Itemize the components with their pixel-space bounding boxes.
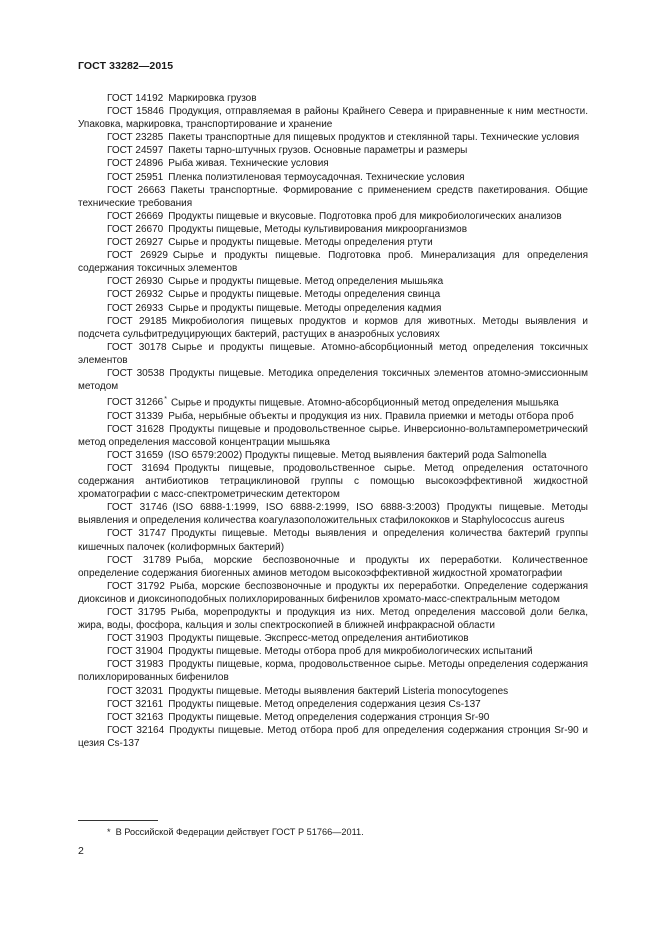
reference-code: ГОСТ 31339 [107,410,164,422]
reference-title: Пленка полиэтиленовая термоусадочная. Технические условия [168,171,465,183]
reference-code: ГОСТ 32161 [107,698,164,710]
reference-item [78,449,588,462]
reference-item [78,92,588,105]
reference-code: ГОСТ 23285 [107,132,164,144]
reference-code: ГОСТ 26929 [107,250,168,262]
reference-code: ГОСТ 26932 [107,289,164,301]
reference-title: Продукты пищевые и вкусовые. Подготовка проб для микробиологических анализов [168,210,562,222]
reference-item [78,131,588,144]
reference-item [78,210,588,223]
reference-code: ГОСТ 32164 [107,724,165,736]
reference-item [78,685,588,698]
reference-title: Пакеты транспортные. Формирование с применением средств пакетирования. Общие технические требования [78,184,588,209]
reference-item [78,632,588,645]
footnote-reference-mark: * [164,396,167,404]
reference-code: ГОСТ 26663 [107,184,166,196]
reference-title: Продукты пищевые. Методы выявления и определения количества бактерий группы кишечных палочек (колиформных бактерий) [78,528,589,553]
reference-title: Сырье и продукты пищевые. Атомно-абсорбционный метод определения токсичных элементов [78,341,588,366]
reference-code: ГОСТ 26670 [107,223,164,235]
reference-title: Сырье и продукты пищевые. Атомно-абсорбционный метод определения мышьяка [170,397,559,409]
normative-references-list [78,92,588,750]
reference-code: ГОСТ 30538 [107,367,165,379]
reference-title: Рыба живая. Технические условия [168,158,329,170]
reference-item [78,367,588,393]
reference-title: Продукты пищевые. Методы выявления бактерий Listeria monocytogenes [168,685,509,697]
reference-code: ГОСТ 31746 [107,502,168,514]
reference-item [78,698,588,711]
reference-item [78,606,588,632]
reference-item [78,223,588,236]
reference-item [78,171,588,184]
footnote-divider [78,820,158,821]
reference-title: Продукты пищевые, продовольственное сырье. Метод определения остаточного содержания антибиотиков тетрациклиновой группы с помощью высокоэффективной жидкостной хроматографии с масс-спектрометрическим детектором [78,462,588,501]
reference-item [78,184,588,210]
reference-item [78,302,588,315]
reference-code: ГОСТ 31795 [107,606,166,618]
reference-item [78,288,588,301]
reference-title: Продукты пищевые. Методы отбора проб для микробиологических испытаний [168,646,533,658]
reference-item [78,236,588,249]
reference-code: ГОСТ 29185 [107,315,167,327]
reference-title: (ISO 6888-1:1999, ISO 6888-2:1999, ISO 6888-3:2003) Продукты пищевые. Методы выявления и определения количества коагулазоположительных стафилококков и Staphylococcus aureus [78,502,588,527]
reference-item [78,462,588,501]
reference-code: ГОСТ 31903 [107,633,164,645]
reference-item [78,410,588,423]
reference-title: Продукты пищевые. Метод определения содержания стронция Sr-90 [168,711,490,723]
reference-title: Продукты пищевые, Методы культивирования микроорганизмов [168,223,468,235]
reference-item [78,580,588,606]
reference-item [78,724,588,750]
reference-title: Продукты пищевые. Экспресс-метод определения антибиотиков [168,633,469,645]
reference-code: ГОСТ 32031 [107,685,164,697]
reference-code: ГОСТ 15846 [107,106,164,118]
reference-title: Пакеты транспортные для пищевых продуктов и стеклянной тары. Технические условия [168,132,580,144]
reference-title: Продукты пищевые. Метод определения содержания цезия Cs-137 [168,698,481,710]
reference-item [78,341,588,367]
reference-item [78,157,588,170]
reference-code: ГОСТ 31747 [107,528,167,540]
reference-code: ГОСТ 31659 [107,449,164,461]
footnote-text: В Российской Федерации действует ГОСТ Р 51766—2011. [115,827,364,837]
reference-title: Маркировка грузов [168,93,257,104]
reference-item [78,527,588,553]
reference-title: Продукты пищевые. Метод отбора проб для определения содержания стронция Sr-90 и цезия Cs-137 [78,724,589,749]
document-header: ГОСТ 33282—2015 [78,60,174,72]
reference-title: Сырье и продукты пищевые. Подготовка проб. Минерализация для определения содержания токсичных элементов [78,250,589,275]
reference-code: ГОСТ 26930 [107,276,164,288]
reference-item [78,315,588,341]
reference-title: Продукты пищевые. Методика определения токсичных элементов атомно-эмиссионным методом [78,367,588,393]
reference-item [78,105,588,131]
reference-title: Сырье и продукты пищевые. Методы определения свинца [168,289,441,301]
reference-code: ГОСТ 25951 [107,171,164,183]
reference-code: ГОСТ 31266 [107,397,164,409]
reference-code: ГОСТ 31904 [107,646,164,658]
reference-title: Рыба, морские беспозвоночные и продукты их переработки. Определение содержания диоксинов и диоксиноподобных полихлорированных бифенилов хромато-масс-спектральным методом [78,580,589,605]
reference-code: ГОСТ 26927 [107,237,164,249]
reference-item [78,144,588,157]
page-number: 2 [78,845,84,857]
reference-title: Рыба, морские беспозвоночные и продукты их переработки. Количественное определение содержания биогенных аминов методом высокоэффективной жидкостной хроматографии [78,554,588,579]
reference-code: ГОСТ 31789 [107,554,171,566]
reference-item [78,501,588,527]
reference-title: Микробиология пищевых продуктов и кормов для животных. Методы выявления и подсчета сульфитредуцирующих бактерий, растущих в анаэробных условиях [78,315,588,340]
reference-code: ГОСТ 26933 [107,302,164,314]
reference-item [78,275,588,288]
reference-code: ГОСТ 31792 [107,580,165,592]
footnote-mark: * [107,827,111,837]
reference-item [78,554,588,580]
reference-code: ГОСТ 31694 [107,462,170,474]
reference-title: (ISO 6579:2002) Продукты пищевые. Метод выявления бактерий рода Salmonella [168,449,547,461]
reference-title: Сырье и продукты пищевые. Метод определения мышьяка [168,276,444,288]
reference-item [78,645,588,658]
reference-code: ГОСТ 14192 [107,93,164,104]
reference-title: Продукция, отправляемая в районы Крайнего Севера и приравненные к ним местности. Упаковка, маркировка, транспортирование и хранение [78,106,589,131]
reference-item [78,423,588,449]
reference-title: Продукты пищевые и продовольственное сырье. Инверсионно-вольтамперометрический метод определения массовой концентрации мышьяка [78,423,589,448]
reference-title: Рыба, нерыбные объекты и продукция из них. Правила приемки и методы отбора проб [168,410,574,422]
reference-title: Сырье и продукты пищевые. Методы определения ртути [168,237,433,249]
reference-title: Пакеты тарно-штучных грузов. Основные параметры и размеры [168,145,468,157]
reference-title: Сырье и продукты пищевые. Методы определения кадмия [168,302,442,314]
reference-item [78,393,588,409]
reference-title: Продукты пищевые, корма, продовольственное сырье. Методы определения содержания полихлорированных бифенилов [78,659,588,684]
reference-code: ГОСТ 26669 [107,210,164,222]
reference-code: ГОСТ 24896 [107,158,164,170]
reference-item [78,711,588,724]
reference-code: ГОСТ 24597 [107,145,164,157]
reference-code: ГОСТ 31983 [107,659,164,671]
reference-item [78,249,588,275]
reference-item [78,658,588,684]
reference-code: ГОСТ 30178 [107,341,167,353]
reference-code: ГОСТ 31628 [107,423,165,435]
reference-title: Рыба, морепродукты и продукция из них. Метод определения массовой доли белка, жира, воды, фосфора, кальция и золы спектроскопией в ближней инфракрасной области [78,606,589,632]
reference-code: ГОСТ 32163 [107,711,164,723]
footnote [107,827,364,837]
